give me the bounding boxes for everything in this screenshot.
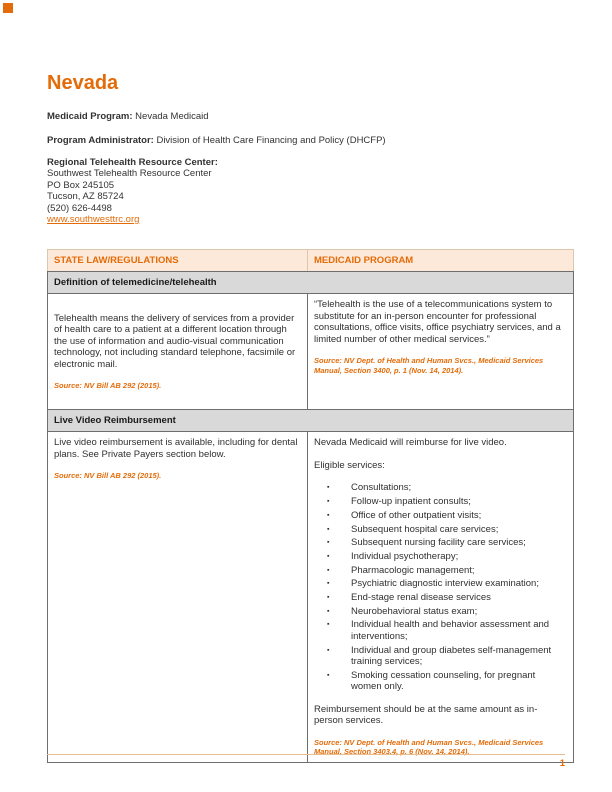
- resource-center-pobox: PO Box 245105: [47, 179, 115, 191]
- service-item: ▪ Individual psychotherapy;: [314, 551, 566, 563]
- service-item: ▪ Psychiatric diagnostic interview examination;: [314, 578, 566, 590]
- column-header-medicaid-program: MEDICAID PROGRAM: [308, 250, 574, 272]
- section-row-live-video: [48, 410, 574, 432]
- live-video-medicaid-source: Source: NV Dept. of Health and Human Svcs., Medicaid Services Manual, Section 3403.4, p. 6 (Nov. 14, 2014).: [314, 737, 544, 756]
- definition-medicaid-source: Source: NV Dept. of Health and Human Svcs., Medicaid Services Manual, Section 3400, p. 1 (Nov. 14, 2014).: [314, 356, 544, 375]
- live-video-state-law-text: Live video reimbursement is available, including for dental plans. See Private Payers section below.: [54, 437, 298, 460]
- resource-center-block: [47, 157, 573, 225]
- definition-medicaid-cell: [308, 294, 574, 410]
- service-item: ▪ Subsequent hospital care services;: [314, 524, 566, 536]
- definition-state-law-text: Telehealth means the delivery of services from a provider of health care to a patient at a different location through the use of information and audio-visual communication technology, not including standard telephone, facsimile or electronic mail.: [54, 312, 296, 370]
- medicaid-program-value: Nevada Medicaid: [135, 111, 209, 122]
- service-item: ▪ Smoking cessation counseling, for pregnant women only.: [314, 670, 566, 693]
- section-heading-definition: Definition of telemedicine/telehealth: [48, 272, 574, 294]
- medicaid-program-line: [47, 111, 573, 123]
- resource-center-phone: (520) 626-4498: [47, 202, 112, 214]
- section-heading-live-video: Live Video Reimbursement: [48, 410, 574, 432]
- corner-marker-square: [3, 3, 13, 13]
- definition-state-law-source: Source: NV Bill AB 292 (2015).: [54, 381, 162, 391]
- page-number: 1: [559, 758, 565, 769]
- service-item: ▪ End-stage renal disease services: [314, 592, 566, 604]
- service-item: ▪ Individual health and behavior assessment and interventions;: [314, 619, 566, 642]
- live-video-state-law-source: Source: NV Bill AB 292 (2015).: [54, 471, 162, 481]
- policy-table: [47, 249, 574, 763]
- definition-medicaid-text: “Telehealth is the use of a telecommunications system to substitute for an in-person encounter for professional consultations, office visits, office psychiatry services, and a limited number of other medical services.”: [314, 299, 561, 345]
- eligible-services-list: [314, 482, 566, 692]
- program-administrator-label: Program Administrator:: [47, 134, 154, 146]
- service-item: ▪ Consultations;: [314, 482, 566, 494]
- service-item: ▪ Individual and group diabetes self-management training services;: [314, 645, 566, 668]
- resource-center-link[interactable]: www.southwesttrc.org: [47, 214, 140, 226]
- live-video-state-law-cell: [48, 432, 308, 763]
- service-item: ▪ Subsequent nursing facility care services;: [314, 537, 566, 549]
- page-title: Nevada: [47, 72, 119, 94]
- definition-content-row: [48, 294, 574, 410]
- resource-center-label: Regional Telehealth Resource Center:: [47, 157, 218, 168]
- service-item: ▪ Follow-up inpatient consults;: [314, 496, 566, 508]
- service-item: ▪ Neurobehavioral status exam;: [314, 606, 566, 618]
- definition-state-law-cell: [48, 294, 308, 410]
- column-header-state-law: STATE LAW/REGULATIONS: [48, 250, 308, 272]
- resource-center-city: Tucson, AZ 85724: [47, 191, 124, 203]
- section-row-definition: [48, 272, 574, 294]
- program-administrator-line: [47, 135, 573, 147]
- program-administrator-value: Division of Health Care Financing and Policy (DHCFP): [156, 134, 386, 146]
- table-header-row: [48, 250, 574, 272]
- service-item: ▪ Office of other outpatient visits;: [314, 510, 566, 522]
- footer-divider: [47, 754, 565, 755]
- live-video-medicaid-cell: [308, 432, 574, 763]
- page-content: [47, 0, 573, 763]
- medicaid-program-label: Medicaid Program:: [47, 111, 133, 122]
- live-video-content-row: [48, 432, 574, 763]
- resource-center-name: Southwest Telehealth Resource Center: [47, 168, 212, 180]
- service-item: ▪ Pharmacologic management;: [314, 565, 566, 577]
- live-video-intro: Nevada Medicaid will reimburse for live video.: [314, 437, 507, 449]
- eligible-services-label: Eligible services:: [314, 459, 385, 471]
- reimbursement-note: Reimbursement should be at the same amount as in-person services.: [314, 703, 538, 727]
